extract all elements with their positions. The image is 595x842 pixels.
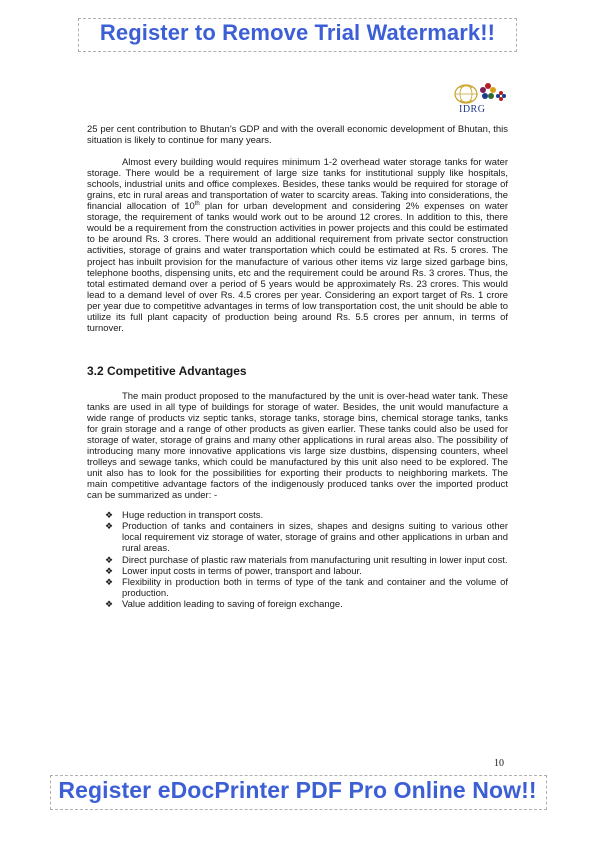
list-item [87, 521, 508, 554]
list-item-text: Value addition leading to saving of foreign exchange. [122, 598, 343, 610]
bullet-icon: ❖ [105, 521, 114, 532]
watermark-bottom: Register eDocPrinter PDF Pro Online Now!! [58, 777, 537, 803]
section-heading: 3.2 Competitive Advantages [87, 363, 247, 378]
paragraph-demand-part2: plan for urban development and considering 2% expenses on water storage, the requirement of tanks would work out to be around 12 crores. In addition to this, there would be a requirement from the construction activities in power projects and this could be estimated to be around Rs. 3 crores. There would an additional requirement from private sector construction activities, storage of grains and water transportation which could be estimated at Rs. 5 crores. The project has inbuilt provision for the manufacture of various other items viz large sized garbage bins, telephone booths, dispensing units, etc and the requirement could be around Rs. 3 crores. Thus, the total estimated demand over a period of 5 years would be approximately Rs. 23 crores. This would lead to a demand level of over Rs. 4.5 crores per year. Considering an export target of Rs. 1 crore per year due to competitive advantages in terms of low transportation cost, the unit should be able to utilize its full plant capacity of production being around Rs. 5.5 crores per annum, in terms of turnover. [87, 201, 508, 334]
list-item-text: Production of tanks and containers in sizes, shapes and designs suiting to various other local requirement viz storage of water, storage of grains and other applications in urban and rural areas. [122, 521, 508, 555]
watermark-top: Register to Remove Trial Watermark!! [99, 20, 496, 45]
list-item-text: Lower input costs in terms of power, transport and labour. [122, 565, 362, 577]
paragraph-advantages: The main product proposed to the manufactured by the unit is over-head water tank. These tanks are used in all type of buildings for storage of water. Besides, the unit would manufacture a wide range of products viz septic tanks, storage tanks, storage bins, chemical storage tanks, tanks for grain storage and a range of other products as given earlier. These tanks could also be used for storage of water, storage of grains and many other applications in rural areas also. The possibility of introducing many more innovative applications vis large size dustbins, dispensing counters, wheel trolleys and sewage tanks, which could be manufactured by this unit also need to be explored. The unit also has to look for the possibilities for exporting their products to neighboring markets. The main competitive advantage factors of the indigenously produced tanks over the imported product can be summarized as under: - [87, 390, 508, 502]
bullet-icon: ❖ [105, 554, 114, 565]
list-item [87, 566, 508, 577]
page-number: 10 [494, 758, 504, 769]
list-item [87, 510, 508, 521]
list-item [87, 599, 508, 610]
paragraph-demand-part1: Almost every building would requires minimum 1-2 overhead water storage tanks for water storage. There would be a requirement of large size tanks for institutional supply like hospitals, schools, industrial units and office complexes. Besides, these tanks would be required for storage of grains, etc in rural areas and transportation of water to scarcity areas. Taking into considerations, the financial allocation of 10 [87, 157, 508, 213]
list-item-text: Flexibility in production both in terms of type of the tank and container and the volume of production. [122, 576, 508, 599]
paragraph-demand [87, 157, 508, 334]
bullet-icon: ❖ [105, 598, 114, 609]
list-item [87, 577, 508, 599]
bullet-icon: ❖ [105, 510, 114, 521]
document-body [87, 124, 508, 610]
idrg-logo [446, 80, 510, 122]
list-item-text: Huge reduction in transport costs. [122, 510, 264, 522]
bullet-icon: ❖ [105, 576, 114, 587]
paragraph-intro: 25 per cent contribution to Bhutan’s GDP and with the overall economic development of Bhutan, this situation is likely to continue for many years. [87, 124, 508, 147]
list-item-text: Direct purchase of plastic raw materials from manufacturing unit resulting in lower input cost. [122, 554, 508, 566]
logo-text: IDRG [459, 104, 486, 115]
superscript-th: th [194, 201, 200, 208]
advantages-list [87, 510, 508, 609]
bullet-icon: ❖ [105, 565, 114, 576]
list-item [87, 555, 508, 566]
